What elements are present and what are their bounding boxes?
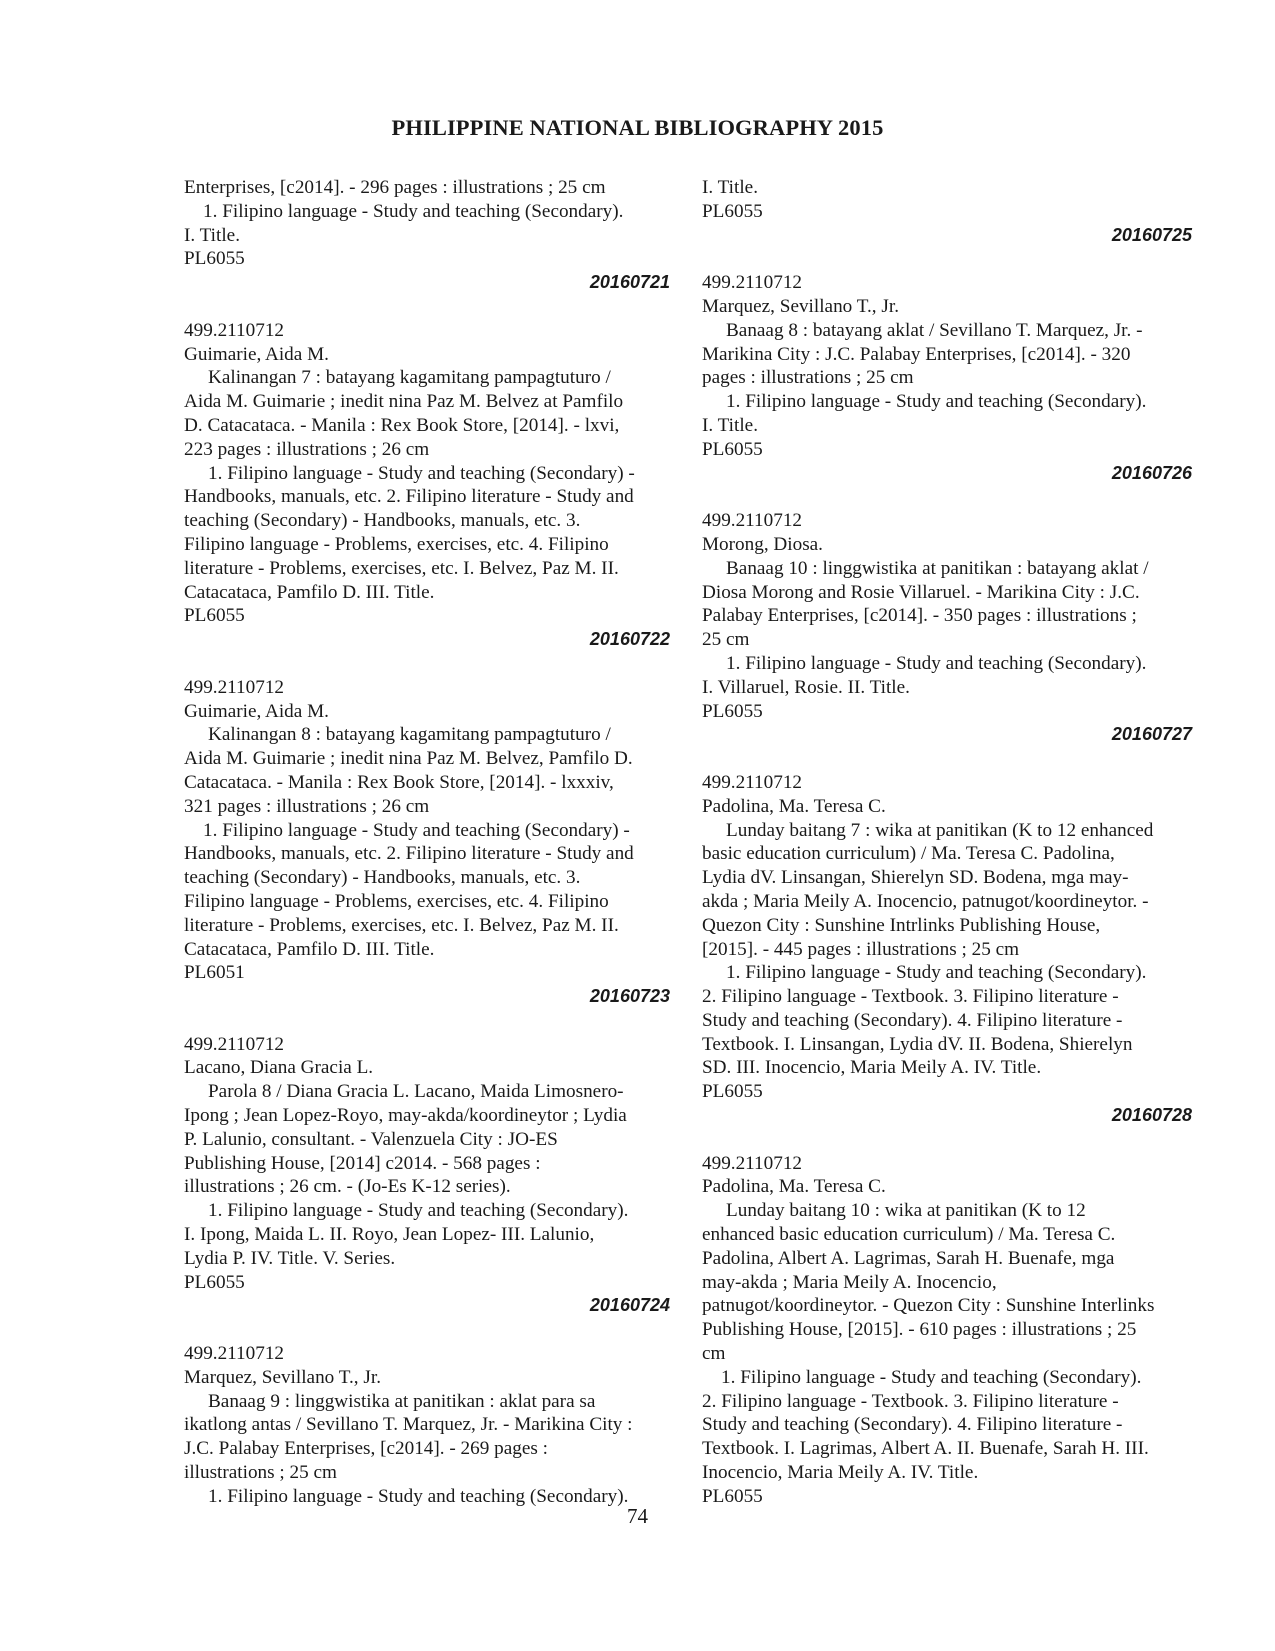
entry-line: Diosa Morong and Rosie Villaruel. - Marikina City : J.C. (702, 581, 1140, 603)
page-number: 74 (627, 1504, 648, 1528)
subject-line: 1. Filipino language - Study and teaching (Secondary). (726, 391, 1147, 413)
entry-line: patnugot/koordineytor. - Quezon City : Sunshine Interlinks (702, 1295, 1155, 1317)
subject-line: teaching (Secondary) - Handbooks, manuals, etc. 3. (184, 510, 581, 532)
subject-line: Study and teaching (Secondary). 4. Filipino literature - (702, 1009, 1123, 1031)
entry-line: ikatlong antas / Sevillano T. Marquez, Jr. - Marikina City : (184, 1414, 633, 1436)
entry-line: Enterprises, [c2014]. - 296 pages : illustrations ; 25 cm (184, 177, 606, 198)
subject-line: Catacataca, Pamfilo D. III. Title. (184, 938, 435, 960)
subject-line: SD. III. Inocencio, Maria Meily A. IV. Title. (702, 1057, 1042, 1079)
subject-line: 1. Filipino language - Study and teaching (Secondary). (208, 1200, 629, 1222)
record-id: 20160724 (589, 1295, 670, 1316)
class-number: 499.2110712 (702, 1152, 803, 1174)
bibliographic-entry (702, 1152, 1192, 1509)
page-title: PHILIPPINE NATIONAL BIBLIOGRAPHY 2015 (391, 115, 884, 140)
class-number: 499.2110712 (184, 319, 285, 341)
subject-line: 2. Filipino language - Textbook. 3. Filipino literature - (702, 986, 1119, 1008)
record-id: 20160728 (1111, 1105, 1192, 1126)
entry-line: Kalinangan 8 : batayang kagamitang pampagtuturo / (208, 724, 611, 746)
call-number: PL6055 (702, 438, 763, 460)
entry-line: pages : illustrations ; 25 cm (702, 367, 914, 389)
author: Padolina, Ma. Teresa C. (702, 1176, 886, 1198)
call-number: PL6055 (702, 700, 763, 722)
subject-line: 1. Filipino language - Study and teaching (Secondary) - (203, 819, 630, 841)
subject-line: Textbook. I. Linsangan, Lydia dV. II. Bodena, Shierelyn (702, 1033, 1133, 1055)
subject-line: Catacataca, Pamfilo D. III. Title. (184, 581, 435, 603)
author: Padolina, Ma. Teresa C. (702, 795, 886, 817)
entry-line: may-akda ; Maria Meily A. Inocencio, (702, 1271, 997, 1293)
entry-line: Padolina, Albert A. Lagrimas, Sarah H. Buenafe, mga (702, 1247, 1115, 1269)
entry-line: Lunday baitang 10 : wika at panitikan (K to 12 (726, 1200, 1086, 1222)
entry-line: I. Title. (702, 177, 758, 198)
bibliographic-entry (184, 1342, 670, 1509)
subject-line: 1. Filipino language - Study and teaching (Secondary). (208, 1485, 629, 1507)
entry-line: Marikina City : J.C. Palabay Enterprises, [c2014]. - 320 (702, 343, 1131, 365)
entry-line: 321 pages : illustrations ; 26 cm (184, 795, 430, 817)
entry-line: Banaag 10 : linggwistika at panitikan : batayang aklat / (726, 557, 1149, 579)
subject-line: 1. Filipino language - Study and teaching (Secondary). (721, 1366, 1142, 1388)
right-column (702, 176, 1192, 1509)
call-number: PL6051 (184, 962, 245, 984)
subject-line: 1. Filipino language - Study and teaching (Secondary). (726, 962, 1147, 984)
entry-line: 223 pages : illustrations ; 26 cm (184, 438, 430, 460)
class-number: 499.2110712 (184, 1033, 285, 1055)
entry-line: illustrations ; 25 cm (184, 1462, 337, 1484)
subject-line: literature - Problems, exercises, etc. I. Belvez, Paz M. II. (184, 557, 619, 579)
bibliographic-entry (702, 271, 1192, 509)
subject-line: 1. Filipino language - Study and teaching (Secondary) - (208, 462, 635, 484)
entry-line: Aida M. Guimarie ; inedit nina Paz M. Belvez at Pamfilo (184, 391, 624, 413)
entry-line: J.C. Palabay Enterprises, [c2014]. - 269 pages : (184, 1438, 548, 1460)
class-number: 499.2110712 (184, 676, 285, 698)
subject-line: Handbooks, manuals, etc. 2. Filipino literature - Study and (184, 486, 634, 508)
entry-line: 1. Filipino language - Study and teaching (Secondary). (203, 200, 624, 222)
entry-line: Lunday baitang 7 : wika at panitikan (K to 12 enhanced (726, 819, 1154, 841)
bibliographic-entry (184, 319, 670, 676)
class-number: 499.2110712 (702, 510, 803, 532)
author: Guimarie, Aida M. (184, 343, 329, 365)
entry-line: I. Title. (184, 224, 240, 246)
record-id: 20160721 (589, 272, 670, 293)
subject-line: literature - Problems, exercises, etc. I. Belvez, Paz M. II. (184, 914, 619, 936)
subject-line: 2. Filipino language - Textbook. 3. Filipino literature - (702, 1390, 1119, 1412)
entry-line: illustrations ; 26 cm. - (Jo-Es K-12 series). (184, 1176, 511, 1198)
entry-line: enhanced basic education curriculum) / Ma. Teresa C. (702, 1224, 1116, 1246)
subject-line: teaching (Secondary) - Handbooks, manuals, etc. 3. (184, 867, 581, 889)
entry-line: 25 cm (702, 629, 750, 651)
continued-entry (702, 176, 1192, 271)
author: Morong, Diosa. (702, 533, 823, 555)
record-id: 20160722 (589, 629, 670, 650)
subject-line: Lydia P. IV. Title. V. Series. (184, 1247, 396, 1269)
record-id: 20160726 (1111, 462, 1192, 483)
author: Marquez, Sevillano T., Jr. (184, 1366, 381, 1388)
record-id: 20160727 (1111, 724, 1192, 745)
bibliographic-entry (702, 509, 1192, 771)
entry-line: Ipong ; Jean Lopez-Royo, may-akda/koordineytor ; Lydia (184, 1105, 627, 1127)
entry-line: D. Catacataca. - Manila : Rex Book Store, [2014]. - lxvi, (184, 414, 620, 436)
subject-line: Filipino language - Problems, exercises, etc. 4. Filipino (184, 890, 609, 912)
subject-line: I. Villaruel, Rosie. II. Title. (702, 676, 910, 698)
call-number: PL6055 (184, 605, 245, 627)
call-number: PL6055 (184, 1271, 245, 1293)
author: Guimarie, Aida M. (184, 700, 329, 722)
subject-line: I. Title. (702, 414, 758, 436)
call-number: PL6055 (702, 1485, 763, 1507)
entry-line: Publishing House, [2015]. - 610 pages : illustrations ; 25 (702, 1319, 1137, 1341)
subject-line: Filipino language - Problems, exercises, etc. 4. Filipino (184, 533, 609, 555)
entry-line: Aida M. Guimarie ; inedit nina Paz M. Belvez, Pamfilo D. (184, 748, 633, 770)
entry-line: cm (702, 1343, 726, 1365)
call-number: PL6055 (702, 200, 763, 222)
continued-entry (184, 176, 670, 319)
entry-line: Quezon City : Sunshine Intrlinks Publishing House, (702, 914, 1101, 936)
entry-line: [2015]. - 445 pages : illustrations ; 25 cm (702, 938, 1020, 960)
entry-line: Banaag 8 : batayang aklat / Sevillano T. Marquez, Jr. - (726, 319, 1143, 341)
subject-line: 1. Filipino language - Study and teaching (Secondary). (726, 652, 1147, 674)
bibliographic-entry (184, 676, 670, 1033)
entry-line: P. Lalunio, consultant. - Valenzuela City : JO-ES (184, 1128, 558, 1150)
class-number: 499.2110712 (702, 272, 803, 294)
record-id: 20160723 (589, 986, 670, 1007)
entry-line: akda ; Maria Meily A. Inocencio, patnugot/koordineytor. - (702, 890, 1149, 912)
subject-line: Inocencio, Maria Meily A. IV. Title. (702, 1462, 979, 1484)
entry-line: basic education curriculum) / Ma. Teresa C. Padolina, (702, 843, 1115, 865)
class-number: 499.2110712 (184, 1343, 285, 1365)
record-id: 20160725 (1111, 224, 1192, 245)
bibliographic-entry (702, 771, 1192, 1152)
subject-line: Textbook. I. Lagrimas, Albert A. II. Buenafe, Sarah H. III. (702, 1438, 1149, 1460)
author: Marquez, Sevillano T., Jr. (702, 295, 899, 317)
entry-line: Banaag 9 : linggwistika at panitikan : aklat para sa (208, 1390, 596, 1412)
entry-line: Lydia dV. Linsangan, Shierelyn SD. Bodena, mga may- (702, 867, 1129, 889)
bibliographic-entry (184, 1033, 670, 1342)
entry-line: Catacataca. - Manila : Rex Book Store, [2014]. - lxxxiv, (184, 771, 614, 793)
subject-line: Study and teaching (Secondary). 4. Filipino literature - (702, 1414, 1123, 1436)
entry-line: Publishing House, [2014] c2014. - 568 pages : (184, 1152, 541, 1174)
entry-line: Parola 8 / Diana Gracia L. Lacano, Maida Limosnero- (208, 1081, 624, 1103)
author: Lacano, Diana Gracia L. (184, 1057, 374, 1079)
class-number: 499.2110712 (702, 771, 803, 793)
subject-line: Handbooks, manuals, etc. 2. Filipino literature - Study and (184, 843, 634, 865)
call-number: PL6055 (184, 248, 245, 270)
call-number: PL6055 (702, 1081, 763, 1103)
left-column (184, 176, 670, 1509)
entry-line: Kalinangan 7 : batayang kagamitang pampagtuturo / (208, 367, 611, 389)
subject-line: I. Ipong, Maida L. II. Royo, Jean Lopez- III. Lalunio, (184, 1224, 595, 1246)
entry-line: Palabay Enterprises, [c2014]. - 350 pages : illustrations ; (702, 605, 1137, 627)
